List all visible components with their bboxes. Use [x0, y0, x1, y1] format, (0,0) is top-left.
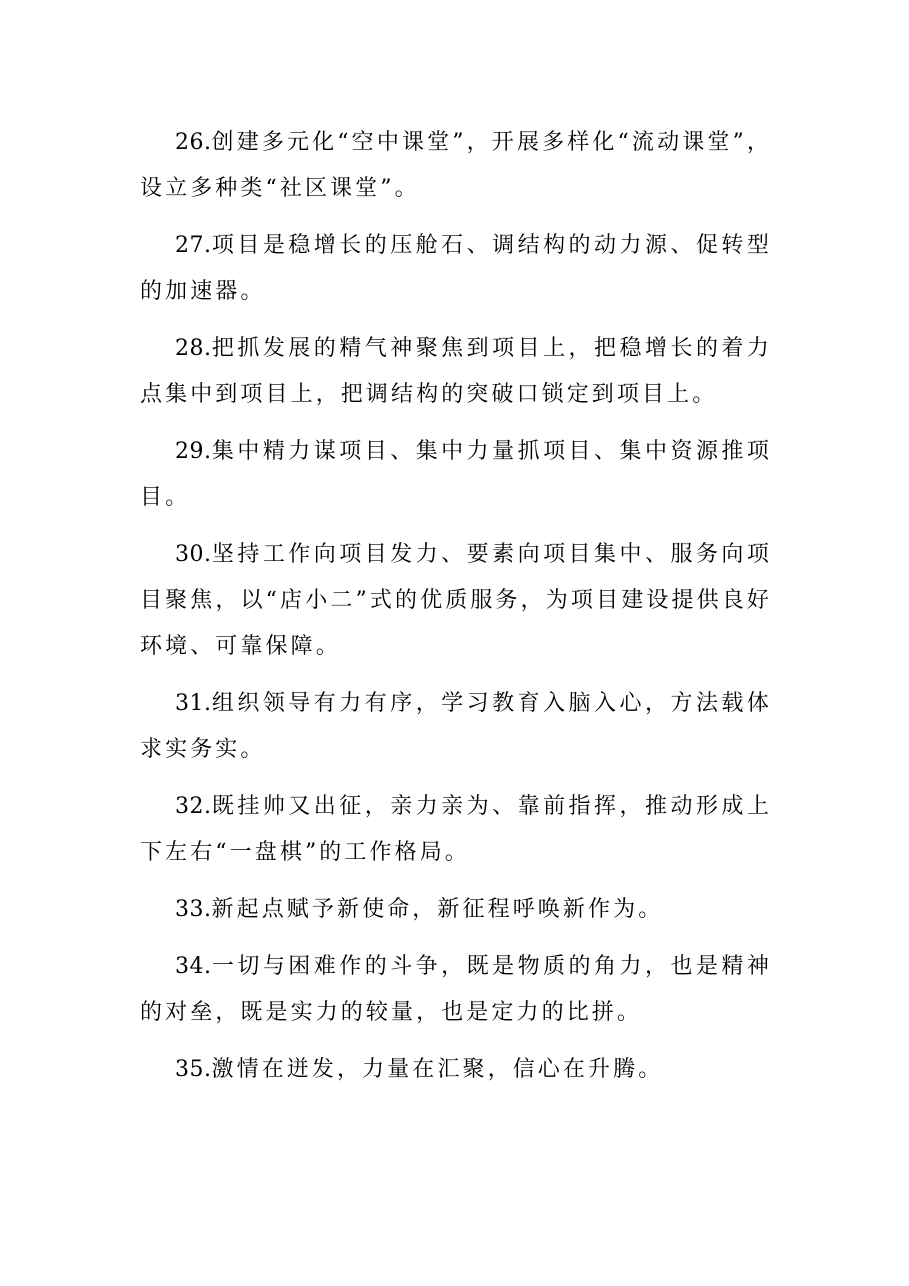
list-item-26	[140, 120, 772, 212]
item-number: 31.	[175, 691, 212, 716]
list-item-33	[140, 887, 772, 933]
list-item-31	[140, 681, 772, 773]
list-item-34	[140, 944, 772, 1036]
item-text: 项目是稳增长的压舱石、调结构的动力源、促转型的加速器。	[140, 233, 772, 304]
item-text: 集中精力谋项目、集中力量抓项目、集中资源推项目。	[140, 439, 772, 510]
item-text: 新起点赋予新使命，新征程呼唤新作为。	[211, 897, 664, 922]
list-item-30	[140, 532, 772, 670]
item-text: 既挂帅又出征，亲力亲为、靠前指挥，推动形成上下左右“一盘棋”的工作格局。	[140, 794, 772, 865]
item-number: 32.	[175, 794, 212, 819]
item-number: 30.	[175, 542, 212, 567]
list-item-28	[140, 326, 772, 418]
item-text: 一切与困难作的斗争，既是物质的角力，也是精神的对垒，既是实力的较量，也是定力的比拼。	[140, 954, 772, 1025]
item-number: 27.	[175, 233, 212, 258]
item-number: 34.	[175, 954, 212, 979]
list-item-35	[140, 1047, 772, 1093]
item-text: 坚持工作向项目发力、要素向项目集中、服务向项目聚焦，以“店小二”式的优质服务，为项目建设提供良好环境、可靠保障。	[140, 542, 772, 659]
item-text: 创建多元化“空中课堂”，开展多样化“流动课堂”，设立多种类“社区课堂”。	[140, 130, 772, 201]
list-item-27	[140, 223, 772, 315]
item-number: 35.	[175, 1057, 212, 1082]
item-number: 28.	[175, 336, 212, 361]
item-text: 把抓发展的精气神聚焦到项目上，把稳增长的着力点集中到项目上，把调结构的突破口锁定到项目上。	[140, 336, 772, 407]
list-item-32	[140, 784, 772, 876]
item-text: 组织领导有力有序，学习教育入脑入心，方法载体求实务实。	[140, 691, 772, 762]
item-text: 激情在迸发，力量在汇聚，信心在升腾。	[211, 1057, 664, 1082]
document-body	[140, 120, 772, 1104]
list-item-29	[140, 429, 772, 521]
item-number: 29.	[175, 439, 212, 464]
item-number: 26.	[175, 130, 212, 155]
item-number: 33.	[175, 897, 212, 922]
